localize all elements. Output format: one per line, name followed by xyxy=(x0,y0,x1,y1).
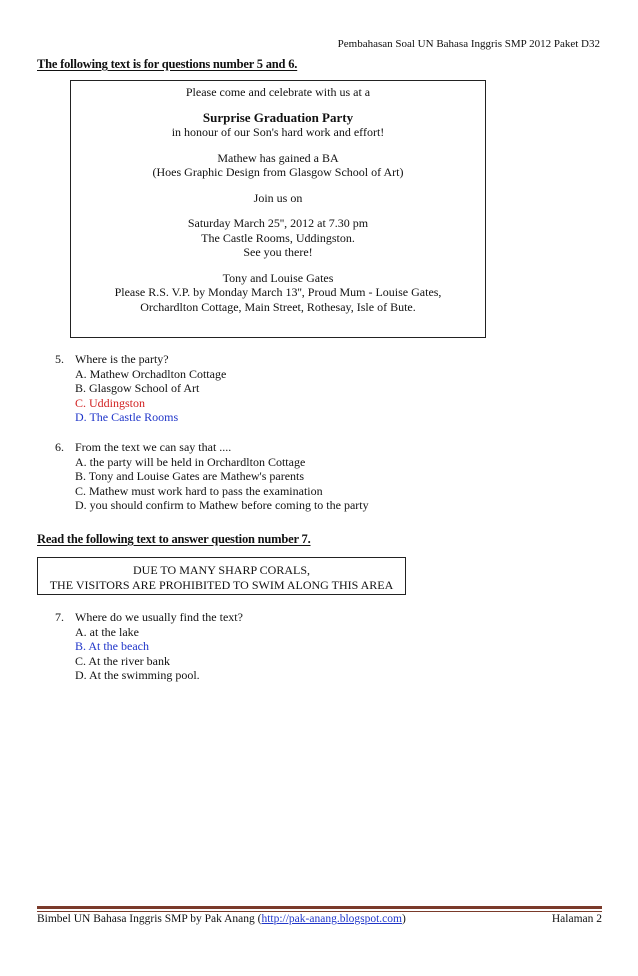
footer-credit-close: ) xyxy=(402,913,406,925)
option-a: A. Mathew Orchadlton Cottage xyxy=(75,366,227,381)
footer-credit-text: Bimbel UN Bahasa Inggris SMP by Pak Anang ( xyxy=(37,913,262,925)
invitation-line: Tony and Louise Gates xyxy=(222,270,334,285)
page-header: Pembahasan Soal UN Bahasa Inggris SMP 2012 Paket D32 xyxy=(337,38,600,50)
invitation-line: Saturday March 25'', 2012 at 7.30 pm xyxy=(187,216,369,230)
question-stem: Where is the party? xyxy=(75,352,169,366)
question-stem: Where do we usually find the text? xyxy=(75,610,243,624)
option-b-correct-answer: B. At the beach xyxy=(75,639,149,654)
option-d: D. At the swimming pool. xyxy=(75,668,200,683)
footer-rule-thin xyxy=(37,911,602,912)
invitation-line: Please R.S. V.P. by Monday March 13'', Proud Mum - Louise Gates, xyxy=(114,285,442,299)
option-c-marked-red: C. Uddingston xyxy=(75,395,146,410)
option-a: A. the party will be held in Orchardlton Cottage xyxy=(75,454,306,469)
question-5 xyxy=(55,352,575,425)
notice-line: DUE TO MANY SHARP CORALS, xyxy=(132,563,311,577)
section-heading-question-7: Read the following text to answer question number 7. xyxy=(37,532,311,546)
blog-link[interactable]: http://pak-anang.blogspot.com xyxy=(261,913,402,925)
invitation-line: Mathew has gained a BA xyxy=(217,150,339,165)
invitation-line: (Hoes Graphic Design from Glasgow School of Art) xyxy=(152,165,404,179)
question-number: 5. xyxy=(55,352,64,366)
invitation-line: Orchardlton Cottage, Main Street, Rothesay, Isle of Bute. xyxy=(140,299,416,314)
footer-rule-thick xyxy=(37,906,602,909)
question-number: 6. xyxy=(55,440,64,454)
option-b: B. Tony and Louise Gates are Mathew's parents xyxy=(75,469,305,484)
option-c: C. Mathew must work hard to pass the examination xyxy=(75,483,323,498)
invitation-line: See you there! xyxy=(243,245,313,259)
invitation-text xyxy=(72,85,484,314)
option-a: A. at the lake xyxy=(75,624,139,639)
section-heading-questions-5-6: The following text is for questions number 5 and 6. xyxy=(37,57,298,71)
invitation-line: Please come and celebrate with us at a xyxy=(185,85,371,99)
invitation-line: in honour of our Son's hard work and effort! xyxy=(171,125,385,139)
invitation-line: Join us on xyxy=(253,190,303,205)
page-number: Halaman 2 xyxy=(551,913,602,925)
notice-box xyxy=(37,557,406,595)
footer-credit xyxy=(37,913,406,925)
question-stem: From the text we can say that .... xyxy=(75,440,232,454)
question-6 xyxy=(55,440,595,513)
option-d: D. you should confirm to Mathew before coming to the party xyxy=(75,498,369,513)
invitation-party-title: Surprise Graduation Party xyxy=(202,109,354,125)
notice-line: THE VISITORS ARE PROHIBITED TO SWIM ALONG THIS AREA xyxy=(49,577,394,592)
question-7 xyxy=(55,610,575,683)
question-number: 7. xyxy=(55,610,64,624)
option-c: C. At the river bank xyxy=(75,653,170,668)
option-d-correct-answer: D. The Castle Rooms xyxy=(75,410,179,425)
option-b: B. Glasgow School of Art xyxy=(75,381,200,396)
invitation-line: The Castle Rooms, Uddingston. xyxy=(201,230,355,245)
